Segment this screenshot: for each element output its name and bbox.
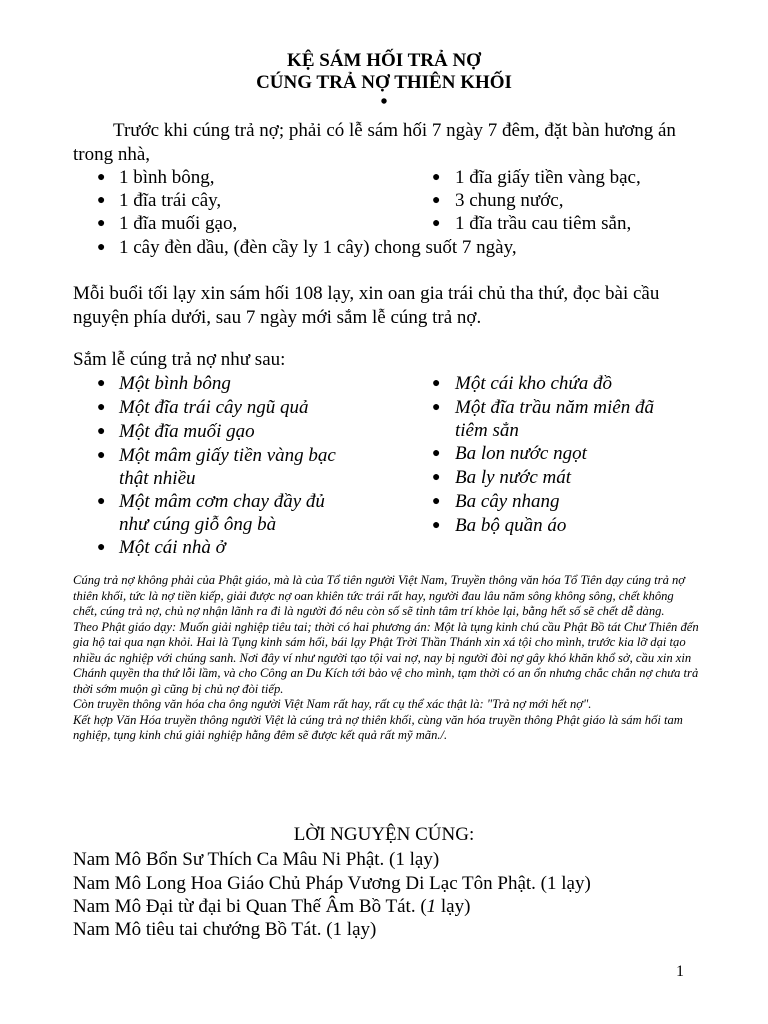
list-item: 1 đĩa muối gạo, [119,213,238,234]
bullet-icon: ● [97,376,106,391]
bullet-icon: ● [432,193,441,208]
notes-block [73,573,699,744]
bullet-icon: ● [432,470,441,485]
list-item: Một mâm cơm chay đầy đủ [119,491,325,512]
bullet-icon: ● [432,518,441,533]
bullet-icon: ● [97,170,106,185]
bullet-icon: ● [97,448,106,463]
bullet-icon: ● [97,540,106,555]
bullet-icon: ● [97,193,106,208]
list-item-continuation: như cúng giỗ ông bà [119,514,277,535]
list-item: 1 đĩa giấy tiền vàng bạc, [455,167,641,188]
note-paragraph: Kết hợp Văn Hóa truyền thông người Việt là cúng trả nợ thiên khối, cùng văn hóa truyền thông Phật giáo là sám hối tam nghiệp, tụng kinh chú giải nghiệp hằng đêm sẽ được kết quả rất mỹ mãn./. [73,712,683,742]
list-item: Ba bộ quần áo [455,515,567,536]
doc-title-line1: KỆ SÁM HỐI TRẢ NỢ [287,50,481,71]
doc-title-line2: CÚNG TRẢ NỢ THIÊN KHỐI [256,72,512,93]
note-paragraph: Theo Phật giáo dạy: Muốn giải nghiệp tiêu tai; thời có hai phương án: Một là tụng kinh chú cầu Phật Bồ tát Chư Thiên đến gia hộ tai qua nạn khỏi. Hai là Tụng kinh sám hối, bái lạy Phật Trời Thần Thánh xin xá tội cho mình, trước kia lỡ dại tạo nhiều ác nghiệp với chúng sanh. Nơi đây ví như người tạo tội vai nợ, nay bị người đòi nợ gây khó khăn khổ sở, cầu xin xin Chánh quyền tha thứ lỗi lầm, và cho Công an Du Kích tới bảo vệ cho mình, tạm thời có an ổn nhưng chắc chắn nợ chưa trả thời sớm muộn gì cũng bị chủ nợ đòi tiếp. [73,619,699,696]
prayer-line-italic-count: 1 [426,896,437,917]
list-item: Một đĩa trầu năm miên đã [455,397,654,418]
bullet-icon: ● [97,424,106,439]
page-number: 1 [676,963,684,980]
note-paragraph: Cúng trả nợ không phải của Phật giáo, mà là của Tổ tiên người Việt Nam, Truyền thông văn hóa Tổ Tiên dạy cúng trả nợ thiên khối, tức là nợ tiền kiếp, giải được nợ oan khiên tức trái rất hay, người đau lâu năm sông không sông, chết không chết, cúng trả nợ, chủ nợ nhận lãnh ra đi là người đó nêu còn số sẽ tỉnh tâm trí khỏe lại, bằng hết số sẽ chết dễ dàng. [73,573,686,618]
bullet-icon: ● [432,400,441,415]
prayer-line: Nam Mô Bổn Sư Thích Ca Mâu Ni Phật. (1 lạy) [73,849,440,870]
prayer-line: Nam Mô Long Hoa Giáo Chủ Pháp Vương Di Lạc Tôn Phật. (1 lạy) [73,873,591,894]
list-item: 1 bình bông, [119,167,215,188]
note-paragraph: Còn truyền thông văn hóa cha ông người Việt Nam rất hay, rất cụ thể xác thật là: "Trả nợ mới hết nợ". [73,697,592,711]
list-item: 1 đĩa trầu cau tiêm sẳn, [455,213,632,234]
bullet-icon: ● [432,376,441,391]
bullet-icon: ● [432,216,441,231]
list-item: Ba cây nhang [455,491,560,512]
bullet-icon: ● [432,494,441,509]
list-item: 3 chung nước, [455,190,564,211]
bullet-icon: ● [432,446,441,461]
list-item: Một mâm giấy tiền vàng bạc [119,445,336,466]
bullet-icon: ● [432,170,441,185]
list-item: Một cái kho chứa đồ [455,373,613,394]
intro-paragraph: Trước khi cúng trả nợ; phải có lễ sám hối 7 ngày 7 đêm, đặt bàn hương án trong nhà, [73,120,676,165]
list-item: 1 cây đèn dầu, (đèn cầy ly 1 cây) chong suốt 7 ngày, [119,237,517,258]
prayer-line-end: lạy) [436,896,471,917]
list-item-continuation: tiêm sẳn [455,420,519,441]
list-item: 1 đĩa trái cây, [119,190,222,211]
offerings-heading: Sắm lễ cúng trả nợ như sau: [73,349,286,370]
list-item: Một cái nhà ở [119,537,226,558]
list-item: Một bình bông [119,373,231,394]
nightly-paragraph: Mỗi buổi tối lạy xin sám hối 108 lạy, xin oan gia trái chủ tha thứ, đọc bài cầu nguyện phía dưới, sau 7 ngày mới sắm lễ cúng trả nợ. [73,283,660,328]
list-item-continuation: thật nhiều [119,468,196,489]
list-item: Ba ly nước mát [455,467,572,488]
prayer-line: Nam Mô tiêu tai chướng Bồ Tát. (1 lạy) [73,919,377,940]
list-item: Ba lon nước ngọt [455,443,587,464]
prayer-heading: LỜI NGUYỆN CÚNG: [293,824,475,845]
list-item: Một đĩa trái cây ngũ quả [119,397,309,418]
prayer-line-text: Nam Mô Đại từ đại bi Quan Thế Âm Bồ Tát. ( [73,896,427,917]
list-item: Một đĩa muối gạo [119,421,255,442]
bullet-icon: ● [97,216,106,231]
bullet-icon: ● [97,400,106,415]
bullet-icon: ● [97,494,106,509]
bullet-icon: ● [97,240,106,255]
title-bullet: • [380,91,388,113]
prayer-line [73,895,470,919]
